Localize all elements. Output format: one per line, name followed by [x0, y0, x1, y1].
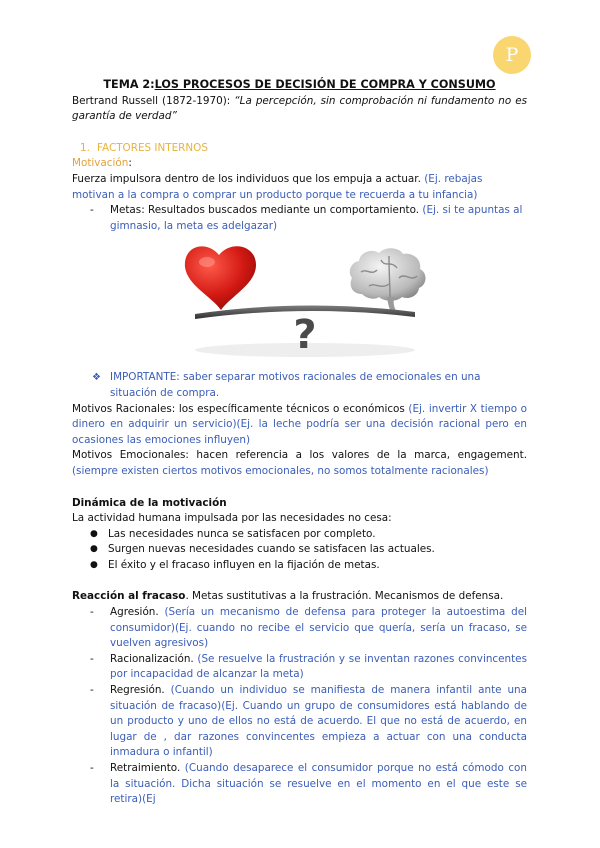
- motivacion-colon: :: [128, 157, 132, 170]
- document-page: [72, 77, 527, 808]
- motivacion-label: Motivación: [72, 157, 129, 170]
- brand-badge-letter: P: [505, 44, 519, 66]
- dinamica-intro: La actividad humana impulsada por las necesidades no cesa:: [72, 512, 392, 525]
- list-item: [72, 527, 527, 543]
- motivacion-definition-example: (Ej. rebajas motivan a la compra o comprar un producto porque te recuerda a tu infancia): [72, 172, 483, 201]
- section-number: 1.: [80, 141, 90, 154]
- list-item: [72, 542, 527, 558]
- racionales-example: (Ej. invertir X tiempo o dinero en adquirir un servicio)(Ej. la leche podría ser una decisión racional pero en ocasiones las emociones influyen): [72, 402, 528, 446]
- brand-badge: [493, 36, 531, 74]
- question-mark-icon: ?: [293, 312, 317, 359]
- defense-name: Retraimiento.: [110, 762, 185, 774]
- motivacion-definition-text: Fuerza impulsora dentro de los individuos que los empuja a actuar.: [72, 172, 425, 185]
- section-title: FACTORES INTERNOS: [97, 141, 208, 154]
- diamond-bullet-icon: ❖: [92, 372, 101, 384]
- reaccion-heading-line: [72, 589, 527, 605]
- section-heading-factores: [72, 141, 527, 157]
- defense-detail: (Se resuelve la frustración y se inventan razones convincentes por incapacidad de alcanzar la meta): [110, 652, 527, 681]
- heart-highlight: [199, 257, 215, 267]
- dash-marker: -: [90, 684, 94, 697]
- defense-detail: (Sería un mecanismo de defensa para proteger la autoestima del consumidor)(Ej. cuando no recibe el servicio que quería, sería un fracaso, se vuelven agresivos): [110, 606, 527, 650]
- metas-item: [72, 203, 527, 234]
- dash-marker: -: [90, 606, 94, 619]
- defense-item-racionalizacion: [72, 652, 527, 683]
- bullet-icon: ●: [90, 544, 98, 555]
- defense-item-agresion: [72, 605, 527, 652]
- metas-example: (Ej. si te apuntas al gimnasio, la meta es adelgazar): [110, 204, 523, 232]
- importante-note: [72, 370, 527, 401]
- metas-text: Metas: Resultados buscados mediante un comportamiento.: [110, 204, 423, 217]
- motivos-racionales: [72, 402, 527, 449]
- reaccion-intro: . Metas sustitutivas a la frustración. Mecanismos de defensa.: [185, 590, 504, 603]
- bullet-icon: ●: [90, 559, 98, 570]
- quote-text: “La percepción, sin comprobación ni fundamento no es garantía de verdad”: [72, 94, 527, 123]
- emocionales-text: Motivos Emocionales: hacen referencia a los valores de la marca, engagement.: [72, 449, 527, 462]
- dash-marker: -: [90, 762, 94, 774]
- defense-name: Agresión.: [110, 606, 165, 619]
- heart-icon: [185, 247, 256, 311]
- quote-author: Bertrand Russell (1872-1970):: [72, 94, 235, 107]
- heart-brain-balance-illustration: [177, 242, 432, 360]
- title-underlined: LOS PROCESOS DE DECISIÓN DE COMPRA Y CONSUMO: [154, 78, 496, 91]
- defense-detail: (Cuando desaparece el consumidor porque no está cómodo con la situación. Dicha situación se resuelve en el momento en el que este se retira)(Ej: [110, 762, 527, 806]
- defense-item-regresion: [72, 683, 527, 761]
- page-title: [72, 77, 527, 93]
- emocionales-example: (siempre existen ciertos motivos emocionales, no somos totalmente racionales): [72, 464, 489, 477]
- racionales-text: Motivos Racionales: los específicamente técnicos o económicos: [72, 402, 409, 415]
- motivacion-definition: [72, 172, 527, 203]
- bullet-icon: ●: [90, 528, 98, 539]
- defense-detail: (Cuando un individuo se manifiesta de manera infantil ante una situación de fracaso)(Ej. Cuando un grupo de consumidores está hablando de un producto y uno de ellos no está de acuerdo. El que no está de acuerdo, en lugar de , dar razones convincentes empieza a actuar con una conducta inmadura o infantil): [110, 684, 527, 759]
- title-prefix: TEMA 2:: [103, 78, 155, 91]
- list-item-text: Surgen nuevas necesidades cuando se satisfacen las actuales.: [108, 543, 435, 556]
- importante-text: IMPORTANTE: saber separar motivos racionales de emocionales en una situación de compra.: [110, 371, 481, 399]
- dash-marker: -: [90, 652, 94, 665]
- defense-name: Regresión.: [110, 684, 171, 697]
- list-item: [72, 558, 527, 574]
- defense-name: Racionalización.: [110, 652, 198, 665]
- dash-marker: -: [90, 204, 94, 217]
- list-item-text: Las necesidades nunca se satisfacen por completo.: [108, 527, 376, 540]
- defense-item-retraimiento: [72, 761, 527, 808]
- motivos-emocionales: [72, 448, 527, 479]
- quote-paragraph: [72, 94, 527, 125]
- dinamica-heading: Dinámica de la motivación: [72, 496, 227, 509]
- list-item-text: El éxito y el fracaso influyen en la fijación de metas.: [108, 558, 380, 571]
- reaccion-heading: Reacción al fracaso: [72, 590, 186, 603]
- brain-icon: [350, 249, 426, 313]
- motivacion-heading: [72, 156, 527, 172]
